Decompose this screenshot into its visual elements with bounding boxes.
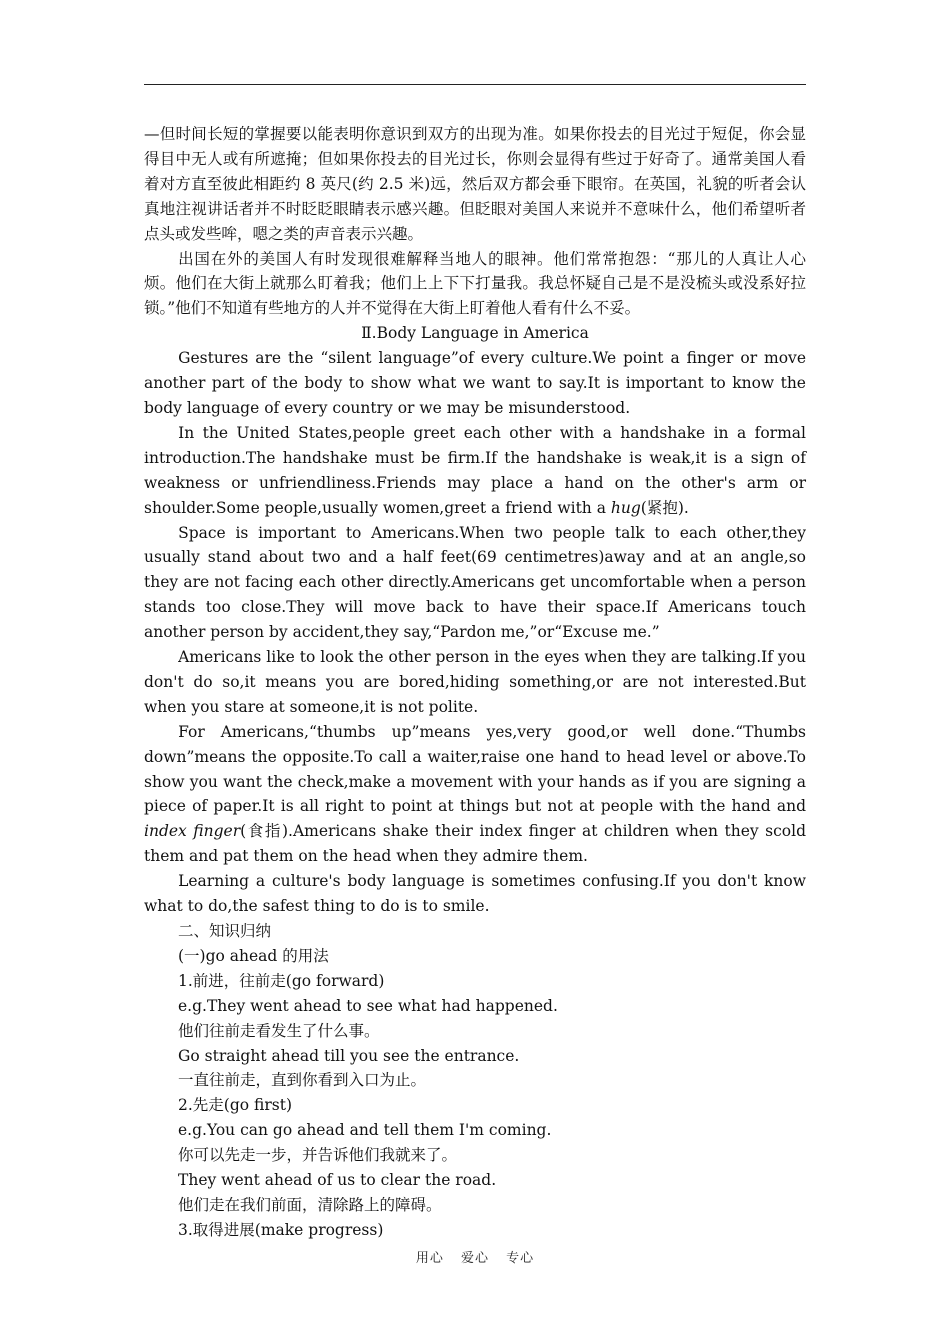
section-heading: Ⅱ.Body Language in America bbox=[361, 324, 589, 343]
page-footer bbox=[0, 1247, 950, 1266]
subsection-heading: (一)go ahead 的用法 bbox=[178, 946, 329, 965]
paragraph bbox=[144, 421, 806, 521]
list-item: 2.先走(go first) bbox=[178, 1096, 292, 1115]
paragraph-text: (紧抱). bbox=[640, 498, 689, 517]
example-sentence: Go straight ahead till you see the entrance. bbox=[178, 1046, 520, 1065]
section-heading: 二、知识归纳 bbox=[178, 922, 272, 940]
paragraph: 出国在外的美国人有时发现很难解释当地人的眼神。他们常常抱怨：“那儿的人真让人心烦。他们在大街上就那么盯着我；他们上上下下打量我。我总怀疑自己是不是没梳头或没系好拉锁。”他们不知道有些地方的人并不觉得在大街上盯着他人看有什么不妥。 bbox=[144, 249, 806, 318]
list-item: 3.取得进展(make progress) bbox=[178, 1220, 384, 1239]
example-sentence: e.g.They went ahead to see what had happened. bbox=[178, 996, 558, 1015]
example-sentence: They went ahead of us to clear the road. bbox=[178, 1171, 497, 1190]
example-translation: 一直往前走，直到你看到入口为止。 bbox=[178, 1071, 427, 1090]
example-sentence: e.g.You can go ahead and tell them I'm coming. bbox=[178, 1121, 552, 1140]
footer-text: 专心 bbox=[506, 1251, 535, 1266]
document-body bbox=[144, 122, 806, 1243]
paragraph-text: (食指).Americans shake their index finger at children when they scold them and pat them on the head when they admire them. bbox=[144, 822, 807, 866]
paragraph: Space is important to Americans.When two people talk to each other,they usually stand about two and a half feet(69 centimetres)away and at an angle,so they are not facing each other directly.Americans get uncomfortable when a person stands too close.They will move back to have their space.If Americans touch another person by accident,they say,“Pardon me,”or“Excuse me.” bbox=[144, 523, 806, 642]
italic-term: hug bbox=[610, 498, 641, 517]
italic-term: index finger bbox=[144, 822, 241, 841]
list-item: 1.前进，往前走(go forward) bbox=[178, 971, 385, 990]
example-translation: 你可以先走一步，并告诉他们我就来了。 bbox=[178, 1146, 458, 1165]
footer-text: 爱心 bbox=[460, 1251, 489, 1266]
paragraph: Americans like to look the other person in the eyes when they are talking.If you don't do so,it means you are bored,hiding something,or are not interested.But when you stare at someone,it is not polite. bbox=[144, 648, 806, 716]
footer-text: 用心 bbox=[415, 1251, 444, 1266]
paragraph: —但时间长短的掌握要以能表明你意识到双方的出现为准。如果你投去的目光过于短促，你会显得目中无人或有所遮掩；但如果你投去的目光过长，你则会显得有些过于好奇了。通常美国人看着对方直至彼此相距约 8 英尺(约 2.5 米)远，然后双方都会垂下眼帘。在英国，礼貌的听者会认真地注视讲话者并不时眨眨眼睛表示感兴趣。但眨眼对美国人来说并不意味什么，他们希望听者点头或发些哞，嗯之类的声音表示兴趣。 bbox=[144, 125, 806, 243]
paragraph: Gestures are the “silent language”of every culture.We point a finger or move another part of the body to show what we want to say.It is important to know the body language of every country or we may be misunderstood. bbox=[144, 349, 806, 417]
paragraph: Learning a culture's body language is sometimes confusing.If you don't know what to do,the safest thing to do is to smile. bbox=[144, 872, 806, 916]
paragraph-text: In the United States,people greet each other with a handshake in a formal introduction.The handshake must be firm.If the handshake is weak,it is a sign of weakness or unfriendliness.Friends may place a hand on the other's arm or shoulder.Some people,usually women,greet a friend with a bbox=[144, 423, 806, 517]
example-translation: 他们走在我们前面，清除路上的障碍。 bbox=[178, 1195, 442, 1214]
example-translation: 他们往前走看发生了什么事。 bbox=[178, 1021, 380, 1040]
header-rule bbox=[144, 84, 806, 85]
paragraph bbox=[144, 720, 806, 869]
paragraph-text: For Americans,“thumbs up”means yes,very good,or well done.“Thumbs down”means the opposite.To call a waiter,raise one hand to head level or above.To show you want the check,make a movement with your hands as if you are signing a piece of paper.It is all right to point at things but not at people with the hand and bbox=[144, 722, 806, 816]
